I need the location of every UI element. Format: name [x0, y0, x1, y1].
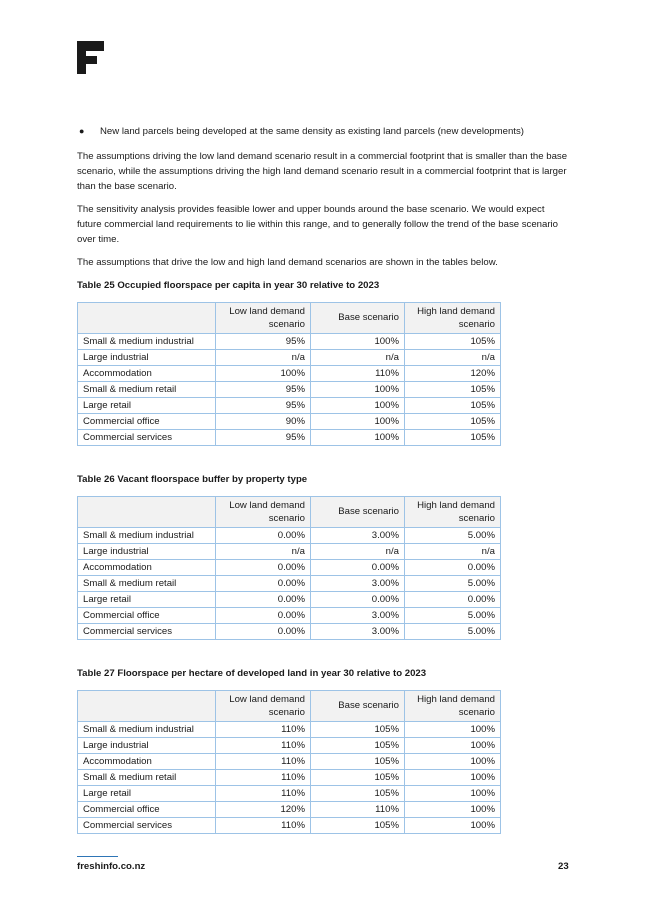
column-header: High land demand scenario	[405, 691, 501, 722]
table-cell: 95%	[216, 382, 311, 398]
table-row	[78, 786, 501, 802]
table-cell: 0.00%	[405, 592, 501, 608]
paragraph: The assumptions driving the low land demand scenario result in a commercial footprint that is smaller than the base scenario, while the assumptions driving the high land demand scenario result in a commercial footprint that is larger than the base scenario.	[77, 151, 568, 192]
row-label: Large retail	[78, 398, 216, 414]
table-cell: 100%	[311, 382, 405, 398]
table-cell: 105%	[311, 738, 405, 754]
column-header: Low land demand scenario	[216, 303, 311, 334]
paragraph: The sensitivity analysis provides feasible lower and upper bounds around the base scenario. We would expect future commercial land requirements to lie within this range, and to generally follow the trend of the base scenario over time.	[77, 204, 559, 245]
table-cell: 120%	[405, 366, 501, 382]
table-cell: 120%	[216, 802, 311, 818]
table-cell: 110%	[216, 722, 311, 738]
table-row	[78, 624, 501, 640]
table-cell: 3.00%	[311, 624, 405, 640]
table-cell: 90%	[216, 414, 311, 430]
table-cell: n/a	[311, 544, 405, 560]
table-header-row	[78, 691, 501, 722]
row-label: Commercial office	[78, 802, 216, 818]
table-cell: 100%	[216, 366, 311, 382]
table-cell: n/a	[405, 350, 501, 366]
table-cell: n/a	[216, 350, 311, 366]
table-cell: 100%	[405, 786, 501, 802]
table-cell: 0.00%	[311, 560, 405, 576]
table-cell: 105%	[405, 430, 501, 446]
row-label: Large industrial	[78, 350, 216, 366]
column-header: Base scenario	[311, 691, 405, 722]
table-cell: 3.00%	[311, 608, 405, 624]
table-cell: 0.00%	[216, 608, 311, 624]
row-label: Small & medium industrial	[78, 528, 216, 544]
table-cell: 100%	[405, 754, 501, 770]
table-row	[78, 544, 501, 560]
row-label: Small & medium retail	[78, 382, 216, 398]
table-cell: 110%	[216, 738, 311, 754]
row-label: Commercial office	[78, 414, 216, 430]
column-header: High land demand scenario	[405, 303, 501, 334]
table-cell: 100%	[405, 770, 501, 786]
row-label: Commercial services	[78, 624, 216, 640]
table-header-row	[78, 303, 501, 334]
table-cell: 110%	[311, 366, 405, 382]
table-row	[78, 722, 501, 738]
table-cell: 105%	[311, 818, 405, 834]
table-cell: 105%	[405, 334, 501, 350]
table-row	[78, 398, 501, 414]
table-row	[78, 366, 501, 382]
row-label: Large industrial	[78, 544, 216, 560]
table-row	[78, 754, 501, 770]
data-table	[77, 496, 501, 640]
column-header	[78, 497, 216, 528]
column-header: Low land demand scenario	[216, 691, 311, 722]
table-cell: 3.00%	[311, 528, 405, 544]
table-cell: 95%	[216, 398, 311, 414]
table-cell: n/a	[216, 544, 311, 560]
table-row	[78, 608, 501, 624]
table-row	[78, 576, 501, 592]
table-cell: 5.00%	[405, 608, 501, 624]
table-cell: 0.00%	[216, 576, 311, 592]
table-cell: 105%	[405, 382, 501, 398]
row-label: Commercial office	[78, 608, 216, 624]
footer-website: freshinfo.co.nz	[77, 861, 146, 872]
table-caption: Table 25 Occupied floorspace per capita in year 30 relative to 2023	[77, 280, 380, 291]
table-cell: 110%	[216, 754, 311, 770]
table-cell: 5.00%	[405, 528, 501, 544]
table-cell: 0.00%	[216, 528, 311, 544]
table-row	[78, 738, 501, 754]
row-label: Large industrial	[78, 738, 216, 754]
table-cell: 110%	[216, 770, 311, 786]
footer-divider	[77, 856, 118, 857]
table-row	[78, 592, 501, 608]
table-header-row	[78, 497, 501, 528]
table-cell: 95%	[216, 334, 311, 350]
bullet-text: New land parcels being developed at the same density as existing land parcels (new developments)	[100, 126, 524, 137]
data-table	[77, 302, 501, 446]
table-cell: 0.00%	[311, 592, 405, 608]
table-cell: 110%	[311, 802, 405, 818]
table-cell: 0.00%	[216, 592, 311, 608]
row-label: Small & medium retail	[78, 576, 216, 592]
table-cell: 100%	[311, 334, 405, 350]
row-label: Accommodation	[78, 560, 216, 576]
table-row	[78, 560, 501, 576]
table-cell: 100%	[311, 430, 405, 446]
table-cell: 110%	[216, 786, 311, 802]
table-row	[78, 382, 501, 398]
row-label: Small & medium industrial	[78, 334, 216, 350]
table-cell: 0.00%	[216, 560, 311, 576]
column-header: Base scenario	[311, 497, 405, 528]
table-row	[78, 334, 501, 350]
table-cell: 3.00%	[311, 576, 405, 592]
table-cell: 105%	[311, 754, 405, 770]
table-cell: 105%	[311, 786, 405, 802]
table-cell: 105%	[311, 722, 405, 738]
row-label: Accommodation	[78, 366, 216, 382]
row-label: Small & medium industrial	[78, 722, 216, 738]
page-content	[77, 120, 571, 834]
table-row	[78, 818, 501, 834]
paragraph: The assumptions that drive the low and high land demand scenarios are shown in the tables below.	[77, 257, 498, 268]
row-label: Large retail	[78, 786, 216, 802]
column-header: Low land demand scenario	[216, 497, 311, 528]
table-cell: 105%	[311, 770, 405, 786]
column-header: Base scenario	[311, 303, 405, 334]
table-cell: 100%	[405, 818, 501, 834]
table-cell: n/a	[405, 544, 501, 560]
table-cell: n/a	[311, 350, 405, 366]
table-cell: 0.00%	[216, 624, 311, 640]
row-label: Commercial services	[78, 430, 216, 446]
row-label: Small & medium retail	[78, 770, 216, 786]
table-cell: 5.00%	[405, 624, 501, 640]
table-caption: Table 27 Floorspace per hectare of developed land in year 30 relative to 2023	[77, 668, 427, 679]
row-label: Commercial services	[78, 818, 216, 834]
table-row	[78, 430, 501, 446]
bullet-marker: ●	[79, 126, 85, 136]
table-cell: 105%	[405, 398, 501, 414]
table-cell: 100%	[311, 414, 405, 430]
table-row	[78, 802, 501, 818]
table-cell: 110%	[216, 818, 311, 834]
column-header: High land demand scenario	[405, 497, 501, 528]
bullet-item	[77, 124, 571, 139]
table-cell: 95%	[216, 430, 311, 446]
column-header	[78, 691, 216, 722]
table-cell: 5.00%	[405, 576, 501, 592]
table-row	[78, 528, 501, 544]
row-label: Large retail	[78, 592, 216, 608]
table-row	[78, 414, 501, 430]
table-cell: 100%	[405, 738, 501, 754]
table-cell: 100%	[405, 722, 501, 738]
table-cell: 0.00%	[405, 560, 501, 576]
table-caption: Table 26 Vacant floorspace buffer by property type	[77, 474, 308, 485]
table-cell: 100%	[405, 802, 501, 818]
column-header	[78, 303, 216, 334]
table-row	[78, 770, 501, 786]
data-table	[77, 690, 501, 834]
table-cell: 100%	[311, 398, 405, 414]
page-number: 23	[558, 861, 569, 872]
row-label: Accommodation	[78, 754, 216, 770]
table-row	[78, 350, 501, 366]
table-cell: 105%	[405, 414, 501, 430]
brand-logo	[77, 41, 104, 74]
